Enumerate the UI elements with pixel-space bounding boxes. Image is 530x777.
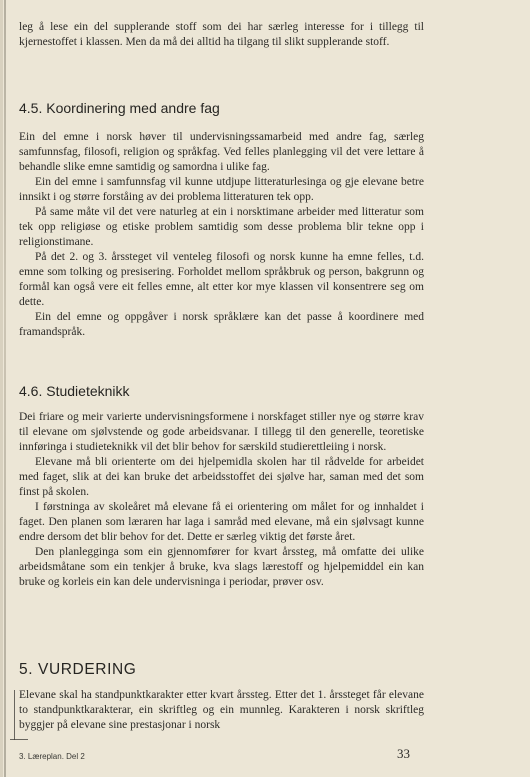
section-4-6-body (19, 410, 424, 590)
section-4-5-paragraph-2: Ein del emne i samfunnsfag vil kunne utdjupe litteraturlesinga og gje elevane betre innsikt i og større forståing av dei problema litteraturen tek opp. (19, 176, 424, 203)
binding-shadow (4, 0, 6, 777)
section-5-body (19, 688, 424, 733)
section-4-6-paragraph-3: I førstninga av skoleåret må elevane få ei orientering om målet for og innhaldet i faget. Den planen som læraren har laga i samråd med elevane, må ein sjølvsagt kunne endre dersom det blir behov for det. Dette er særleg viktig det første året. (19, 501, 424, 543)
page-edge (0, 0, 3, 777)
section-4-5-body (19, 130, 424, 340)
footer-label: 3. Læreplan. Del 2 (19, 752, 85, 761)
section-4-6-paragraph-2: Elevane må bli orienterte om dei hjelpemidla skolen har til rådvelde for arbeidet med faget, slik at dei kan bruke det arbeidsstoffet dei sjølve har, saman med det som finst på skolen. (19, 456, 424, 498)
scan-mark-horizontal (10, 739, 28, 740)
section-4-5-heading: 4.5. Koordinering med andre fag (19, 100, 220, 116)
section-4-5-paragraph-1: Ein del emne i norsk høver til undervisningssamarbeid med andre fag, særleg samfunnsfag, filosofi, religion og språkfag. Ved felles planlegging vil det vere lettare å behandle slike emne samtidig og samordna i ulike fag. (19, 131, 424, 173)
scan-mark-vertical (14, 690, 15, 740)
intro-paragraph: leg å lese ein del supplerande stoff som dei har særleg interesse for i tillegg til kjernestoffet i klassen. Men da må dei alltid ha tilgang til slikt supplerande stoff. (19, 21, 424, 48)
section-4-6-heading: 4.6. Studieteknikk (19, 383, 130, 399)
section-4-6-paragraph-4: Den planlegginga som ein gjennomfører for kvart årssteg, må omfatte dei ulike arbeidsmåtane som ein tenkjer å bruke, kva slags lærestoff og hjelpemiddel ein kan bruke og korleis ein kan dele undervisninga i periodar, prøver osv. (19, 546, 424, 588)
page-number: 33 (397, 746, 410, 761)
section-4-6-paragraph-1: Dei friare og meir varierte undervisningsformene i norskfaget stiller nye og større krav til elevane om sjølvstende og gode arbeidsvanar. I tillegg til den generelle, teoretiske innføringa i studieteknikk vil det blir behov for særskild studierettleiing i norsk. (19, 411, 424, 453)
section-5-paragraph-1: Elevane skal ha standpunktkarakter etter kvart årssteg. Etter det 1. årssteget får elevane to standpunktkarakterar, ein skriftleg og ein munnleg. Karakteren i norsk skriftleg byggjer på elevane sine prestasjonar i norsk (19, 689, 424, 731)
section-4-5-paragraph-5: Ein del emne og oppgåver i norsk språklære kan det passe å koordinere med framandspråk. (19, 311, 424, 338)
section-4-5-paragraph-3: På same måte vil det vere naturleg at ein i norsktimane arbeider med litteratur som tek opp religiøse og etiske problem samtidig som desse problema blir tekne opp i religionstimane. (19, 206, 424, 248)
section-5-heading: 5. VURDERING (19, 661, 137, 678)
intro-block (19, 20, 424, 50)
section-4-5-paragraph-4: På det 2. og 3. årssteget vil venteleg filosofi og norsk kunne ha emne felles, t.d. emne som tolking og presisering. Forholdet mellom språkbruk og person, bakgrunn og formål kan også vere eit felles emne, alt etter kor mye klassen vil konsentrere seg om dette. (19, 251, 424, 308)
